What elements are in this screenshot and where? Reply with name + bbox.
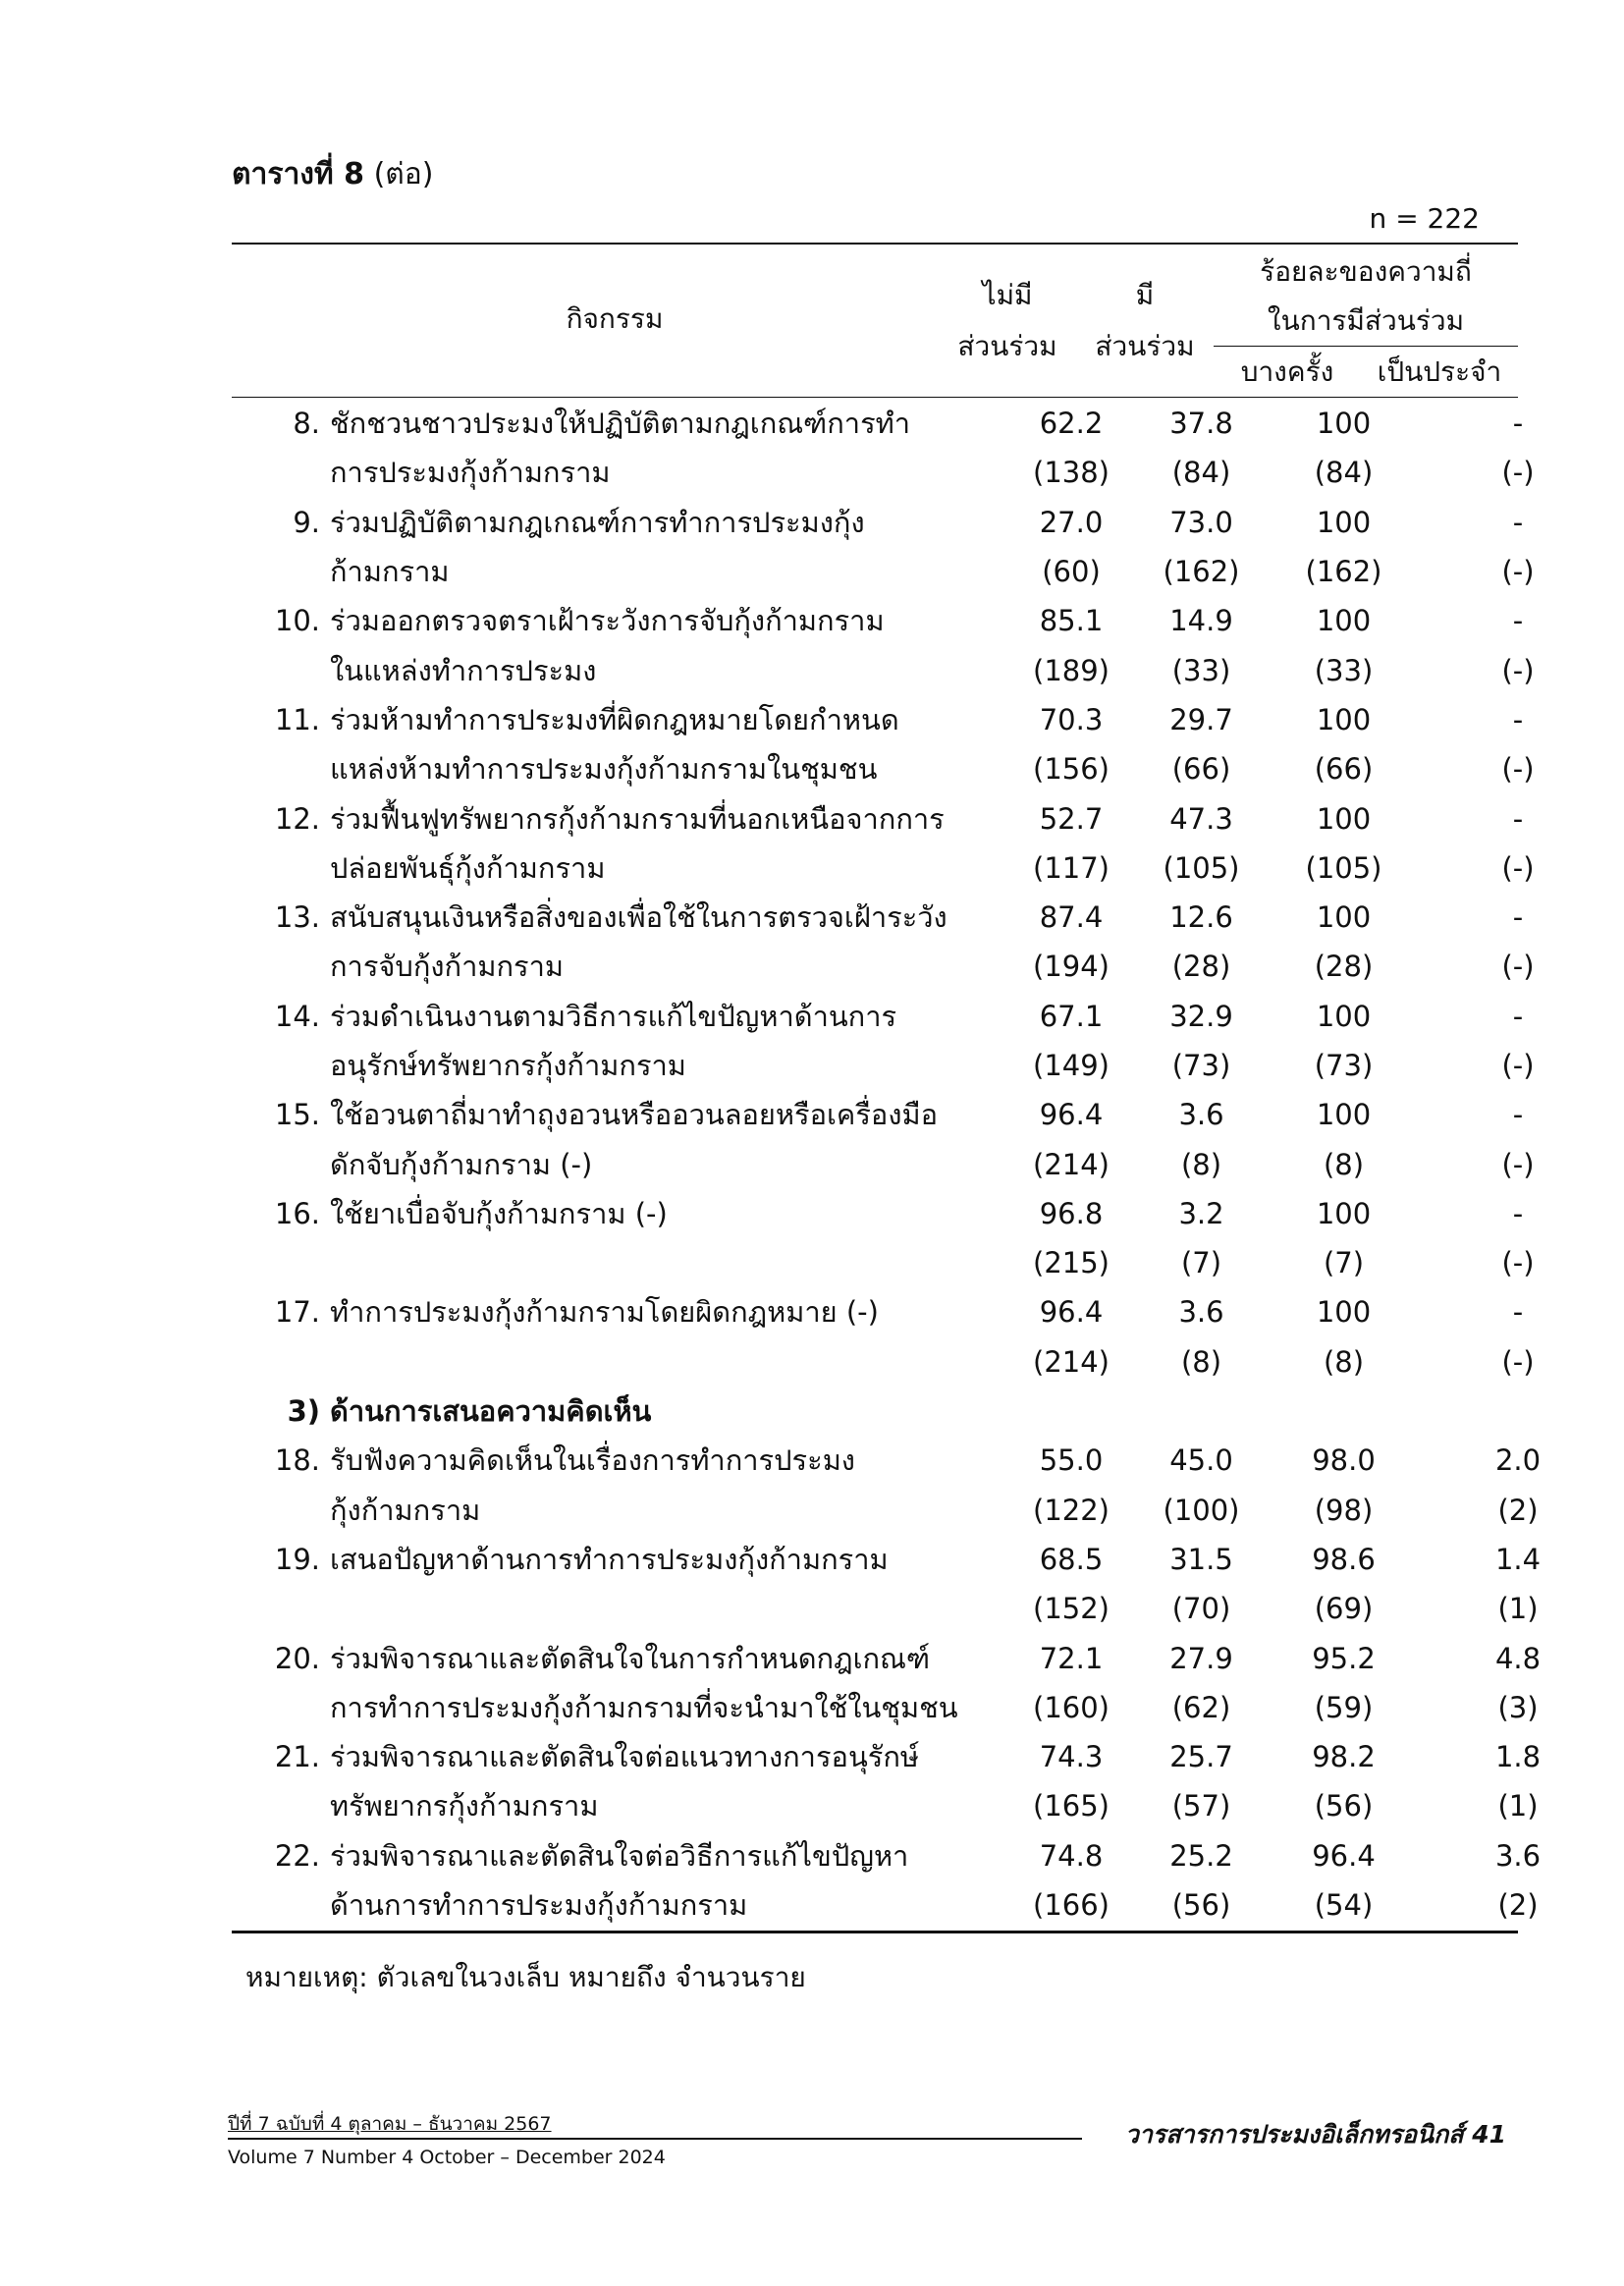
row-sometimes: (98) [1314, 1493, 1374, 1527]
footer-thai-issue: ปีที่ 7 ฉบับที่ 4 ตุลาคม – ธันวาคม 2567 [228, 2113, 552, 2135]
row-participate: (56) [1171, 1888, 1231, 1923]
row-regularly: (-) [1501, 653, 1535, 687]
table-row [232, 1090, 1616, 1139]
row-not-participate: (149) [1033, 1049, 1110, 1082]
row-participate: 12.6 [1169, 900, 1233, 935]
table-row [232, 448, 1616, 497]
row-sometimes: 100 [1316, 1295, 1372, 1330]
row-not-participate: (122) [1033, 1493, 1110, 1527]
row-sometimes: 100 [1316, 505, 1372, 539]
row-participate: 14.9 [1169, 604, 1233, 638]
row-number: 18. [274, 1443, 320, 1478]
row-sometimes: (56) [1314, 1789, 1374, 1823]
row-number: 17. [274, 1295, 320, 1330]
row-activity: ใช้อวนตาถี่มาทำถุงอวนหรืออวนลอยหรือเครื่องมือ [330, 1098, 939, 1132]
table-caption-suffix: (ต่อ) [373, 157, 434, 191]
row-number [232, 1880, 330, 1930]
row-activity: ในแหล่งทำการประมง [330, 653, 597, 687]
row-regularly: - [1512, 1295, 1524, 1330]
row-not-participate: 96.4 [1039, 1098, 1104, 1132]
row-number: 19. [274, 1542, 320, 1576]
row-participate: 3.6 [1178, 1295, 1224, 1330]
row-not-participate: (152) [1033, 1592, 1110, 1626]
row-sometimes: 98.6 [1312, 1542, 1376, 1576]
row-sometimes: 100 [1316, 407, 1372, 441]
header-not-participate-1: ไม่มี [982, 279, 1033, 311]
row-sometimes: (33) [1314, 653, 1374, 687]
row-activity: ด้านการทำการประมงกุ้งก้ามกราม [330, 1888, 748, 1923]
row-regularly: (1) [1497, 1592, 1539, 1626]
row-participate: 27.9 [1169, 1641, 1233, 1675]
row-regularly: (-) [1501, 1049, 1535, 1082]
row-sometimes: 98.2 [1312, 1740, 1376, 1774]
table-row [232, 1831, 1616, 1880]
row-regularly: (-) [1501, 555, 1535, 589]
row-activity [330, 1238, 1007, 1287]
footer-english-issue: Volume 7 Number 4 October – December 2024 [228, 2147, 666, 2168]
row-not-participate: (166) [1033, 1888, 1110, 1923]
header-frequency-1: ร้อยละของความถี่ [1260, 255, 1472, 288]
row-participate: 3.6 [1178, 1098, 1224, 1132]
table-row [232, 1139, 1616, 1188]
footer-journal-name: วารสารการประมงอิเล็กทรอนิกส์ 41 [1124, 2120, 1506, 2149]
row-regularly: (-) [1501, 850, 1535, 885]
row-regularly: - [1512, 1098, 1524, 1132]
row-regularly: (-) [1501, 950, 1535, 984]
row-sometimes: 100 [1316, 1196, 1372, 1230]
participation-table [232, 399, 1616, 1930]
row-activity: อนุรักษ์ทรัพยากรกุ้งก้ามกราม [330, 1049, 686, 1082]
row-number [232, 744, 330, 793]
row-participate: (162) [1163, 555, 1240, 589]
row-regularly: 4.8 [1494, 1641, 1542, 1675]
row-activity: ใช้ยาเบื่อจับกุ้งก้ามกราม (-) [330, 1196, 668, 1230]
row-participate: 37.8 [1169, 407, 1233, 441]
row-not-participate: 85.1 [1039, 604, 1104, 638]
row-not-participate: (214) [1033, 1344, 1110, 1379]
row-sometimes: 98.0 [1312, 1443, 1376, 1478]
sample-size: n = 222 [1369, 202, 1480, 235]
row-not-participate: (214) [1033, 1147, 1110, 1181]
row-not-participate: 70.3 [1039, 702, 1104, 736]
header-frequency-2: ในการมีส่วนร่วม [1267, 304, 1465, 337]
row-activity: ร่วมพิจารณาและตัดสินใจต่อวิธีการแก้ไขปัญหา [330, 1838, 909, 1873]
row-participate: 25.7 [1169, 1740, 1233, 1774]
row-not-participate: 74.3 [1039, 1740, 1104, 1774]
row-sometimes: 100 [1316, 999, 1372, 1033]
table-caption-label: ตารางที่ 8 [232, 157, 365, 191]
row-regularly: 3.6 [1494, 1838, 1542, 1873]
row-activity: ร่วมดำเนินงานตามวิธีการแก้ไขปัญหาด้านการ [330, 999, 897, 1033]
row-not-participate: 67.1 [1039, 999, 1104, 1033]
row-sometimes: (54) [1314, 1888, 1374, 1923]
table-row [232, 498, 1616, 547]
row-activity [330, 1337, 1007, 1387]
row-sometimes: (66) [1314, 752, 1374, 787]
row-not-participate: 52.7 [1039, 801, 1104, 836]
table-row [232, 695, 1616, 744]
row-not-participate: (165) [1033, 1789, 1110, 1823]
row-number [232, 844, 330, 893]
row-participate: 47.3 [1169, 801, 1233, 836]
row-sometimes: (73) [1314, 1049, 1374, 1082]
row-regularly: - [1512, 702, 1524, 736]
row-number: 13. [274, 900, 320, 935]
table-body [232, 399, 1616, 1930]
table-row [232, 1337, 1616, 1387]
row-activity: การทำการประมงกุ้งก้ามกรามที่จะนำมาใช้ในชุมชน [330, 1690, 958, 1724]
row-not-participate: 96.8 [1039, 1196, 1104, 1230]
row-number [232, 1584, 330, 1633]
row-number [232, 1337, 330, 1387]
row-activity: ชักชวนชาวประมงให้ปฏิบัติตามกฎเกณฑ์การทำ [330, 407, 911, 441]
table-row [232, 547, 1616, 596]
table-row [232, 1287, 1616, 1336]
row-regularly: 1.8 [1494, 1740, 1542, 1774]
row-participate: (100) [1163, 1493, 1240, 1527]
row-regularly: (-) [1501, 1246, 1535, 1280]
row-not-participate: (60) [1042, 555, 1101, 589]
row-number [232, 547, 330, 596]
row-number: 9. [293, 505, 320, 539]
table-row [232, 645, 1616, 694]
table-row [232, 992, 1616, 1041]
row-participate: (105) [1163, 850, 1240, 885]
row-sometimes: (69) [1314, 1592, 1374, 1626]
row-not-participate: 74.8 [1039, 1838, 1104, 1873]
row-number [232, 1781, 330, 1830]
row-participate: 45.0 [1169, 1443, 1233, 1478]
table-row [232, 1880, 1616, 1930]
row-participate: (84) [1171, 456, 1231, 490]
row-sometimes: 100 [1316, 604, 1372, 638]
row-activity: แหล่งห้ามทำการประมงกุ้งก้ามกรามในชุมชน [330, 752, 878, 787]
row-sometimes: (59) [1314, 1690, 1374, 1724]
row-participate: (62) [1171, 1690, 1231, 1724]
header-regularly: เป็นประจำ [1377, 355, 1502, 388]
row-activity: สนับสนุนเงินหรือสิ่งของเพื่อใช้ในการตรวจเฝ้าระวัง [330, 900, 947, 935]
row-not-participate: (156) [1033, 752, 1110, 787]
row-number [232, 1683, 330, 1732]
row-number: 12. [274, 801, 320, 836]
row-sometimes: 100 [1316, 801, 1372, 836]
row-number: 15. [274, 1098, 320, 1132]
row-number: 22. [274, 1838, 320, 1873]
row-not-participate: 62.2 [1039, 407, 1104, 441]
row-number: 11. [274, 702, 320, 736]
row-number [232, 1041, 330, 1090]
row-participate: 31.5 [1169, 1542, 1233, 1576]
row-number [232, 1139, 330, 1188]
row-number: 14. [274, 999, 320, 1033]
row-activity: ก้ามกราม [330, 555, 450, 589]
row-activity: ทำการประมงกุ้งก้ามกรามโดยผิดกฎหมาย (-) [330, 1295, 879, 1330]
table-row [232, 399, 1616, 448]
row-regularly [1420, 1387, 1616, 1436]
row-participate: 32.9 [1169, 999, 1233, 1033]
table-row [232, 1732, 1616, 1781]
row-regularly: (-) [1501, 1344, 1535, 1379]
row-activity: เสนอปัญหาด้านการทำการประมงกุ้งก้ามกราม [330, 1542, 889, 1576]
row-sometimes: (8) [1323, 1344, 1365, 1379]
row-number: 21. [274, 1740, 320, 1774]
row-not-participate: (160) [1033, 1690, 1110, 1724]
row-regularly: (2) [1497, 1888, 1539, 1923]
row-participate: 25.2 [1169, 1838, 1233, 1873]
row-participate: (33) [1171, 653, 1231, 687]
row-activity: กุ้งก้ามกราม [330, 1493, 481, 1527]
row-activity: ร่วมพิจารณาและตัดสินใจต่อแนวทางการอนุรักษ์ [330, 1740, 920, 1774]
header-subrule [1214, 346, 1518, 347]
row-regularly: (1) [1497, 1789, 1539, 1823]
row-regularly: (-) [1501, 1147, 1535, 1181]
row-sometimes: 96.4 [1312, 1838, 1376, 1873]
table-row [232, 1486, 1616, 1535]
row-not-participate: 68.5 [1039, 1542, 1104, 1576]
row-activity: การจับกุ้งก้ามกราม [330, 950, 565, 984]
row-activity: ปล่อยพันธุ์กุ้งก้ามกราม [330, 850, 606, 885]
row-activity: ร่วมปฏิบัติตามกฎเกณฑ์การทำการประมงกุ้ง [330, 505, 865, 539]
row-participate: (70) [1171, 1592, 1231, 1626]
header-bottom-rule [232, 397, 1518, 398]
row-not-participate [1007, 1387, 1135, 1436]
row-number [232, 645, 330, 694]
row-sometimes: 100 [1316, 1098, 1372, 1132]
row-participate [1135, 1387, 1268, 1436]
row-not-participate: (215) [1033, 1246, 1110, 1280]
row-participate: 3.2 [1178, 1196, 1224, 1230]
table-top-rule [232, 243, 1518, 245]
row-number [232, 942, 330, 991]
row-participate: (66) [1171, 752, 1231, 787]
row-participate: (73) [1171, 1049, 1231, 1082]
table-row [232, 793, 1616, 843]
row-number: 20. [274, 1641, 320, 1675]
table-caption [232, 151, 434, 197]
row-participate: (8) [1180, 1344, 1222, 1379]
row-participate: (57) [1171, 1789, 1231, 1823]
table-row [232, 1436, 1616, 1485]
row-activity: ร่วมฟื้นฟูทรัพยากรกุ้งก้ามกรามที่นอกเหนือจากการ [330, 801, 945, 836]
table-row [232, 1633, 1616, 1682]
table-row [232, 1535, 1616, 1584]
header-participate-2: ส่วนร่วม [1095, 330, 1195, 362]
table-row [232, 596, 1616, 645]
row-sometimes: (28) [1314, 950, 1374, 984]
row-not-participate: 87.4 [1039, 900, 1104, 935]
row-regularly: (-) [1501, 456, 1535, 490]
row-regularly: (3) [1497, 1690, 1539, 1724]
header-participate-1: มี [1135, 279, 1155, 311]
row-activity: ร่วมออกตรวจตราเฝ้าระวังการจับกุ้งก้ามกราม [330, 604, 885, 638]
row-not-participate: (189) [1033, 653, 1110, 687]
row-regularly: - [1512, 801, 1524, 836]
table-row [232, 1189, 1616, 1238]
header-activity: กิจกรรม [566, 302, 664, 335]
table-row [232, 844, 1616, 893]
row-sometimes: (105) [1305, 850, 1382, 885]
header-sometimes: บางครั้ง [1240, 355, 1334, 388]
table-note: หมายเหตุ: ตัวเลขในวงเล็บ หมายถึง จำนวนราย [245, 1961, 806, 1993]
row-participate: (7) [1180, 1246, 1222, 1280]
row-number: 10. [274, 604, 320, 638]
row-regularly: - [1512, 900, 1524, 935]
row-participate: (8) [1180, 1147, 1222, 1181]
row-participate: (28) [1171, 950, 1231, 984]
row-not-participate: 55.0 [1039, 1443, 1104, 1478]
row-sometimes: (162) [1305, 555, 1382, 589]
row-number [232, 1238, 330, 1287]
table-row [232, 942, 1616, 991]
row-not-participate: (138) [1033, 456, 1110, 490]
row-activity: ทรัพยากรกุ้งก้ามกราม [330, 1789, 599, 1823]
row-regularly: - [1512, 604, 1524, 638]
row-activity: ร่วมพิจารณาและตัดสินใจในการกำหนดกฎเกณฑ์ [330, 1641, 931, 1675]
table-row [232, 744, 1616, 793]
row-number [232, 448, 330, 497]
row-regularly: - [1512, 999, 1524, 1033]
row-number: 8. [293, 407, 320, 441]
table-row [232, 893, 1616, 942]
footer-rule [228, 2138, 1082, 2140]
row-sometimes: (8) [1323, 1147, 1365, 1181]
row-activity: ด้านการเสนอความคิดเห็น [330, 1394, 652, 1429]
row-activity: ร่วมห้ามทำการประมงที่ผิดกฎหมายโดยกำหนด [330, 702, 899, 736]
row-sometimes [1268, 1387, 1420, 1436]
row-number: 3) [287, 1394, 320, 1429]
table-row [232, 1387, 1616, 1436]
table-row [232, 1238, 1616, 1287]
table-bottom-rule [232, 1931, 1518, 1933]
row-not-participate: 72.1 [1039, 1641, 1104, 1675]
table-row [232, 1781, 1616, 1830]
row-regularly: - [1512, 407, 1524, 441]
row-activity: ดักจับกุ้งก้ามกราม (-) [330, 1147, 593, 1181]
table-row [232, 1584, 1616, 1633]
row-regularly: - [1512, 1196, 1524, 1230]
row-sometimes: (84) [1314, 456, 1374, 490]
table-row [232, 1041, 1616, 1090]
row-participate: 73.0 [1169, 505, 1233, 539]
row-not-participate: 96.4 [1039, 1295, 1104, 1330]
row-regularly: - [1512, 505, 1524, 539]
row-regularly: 1.4 [1494, 1542, 1542, 1576]
row-number: 16. [274, 1196, 320, 1230]
row-not-participate: (194) [1033, 950, 1110, 984]
table-row [232, 1683, 1616, 1732]
row-not-participate: (117) [1033, 850, 1110, 885]
row-sometimes: 100 [1316, 702, 1372, 736]
row-sometimes: 95.2 [1312, 1641, 1376, 1675]
row-participate: 29.7 [1169, 702, 1233, 736]
row-activity: รับฟังความคิดเห็นในเรื่องการทำการประมง [330, 1443, 855, 1478]
row-regularly: 2.0 [1494, 1443, 1542, 1478]
header-not-participate-2: ส่วนร่วม [957, 330, 1057, 362]
row-regularly: (2) [1497, 1493, 1539, 1527]
row-sometimes: (7) [1323, 1246, 1365, 1280]
row-number [232, 1486, 330, 1535]
row-not-participate: 27.0 [1039, 505, 1104, 539]
row-sometimes: 100 [1316, 900, 1372, 935]
row-activity: การประมงกุ้งก้ามกราม [330, 456, 611, 490]
row-activity [330, 1584, 1007, 1633]
row-regularly: (-) [1501, 752, 1535, 787]
